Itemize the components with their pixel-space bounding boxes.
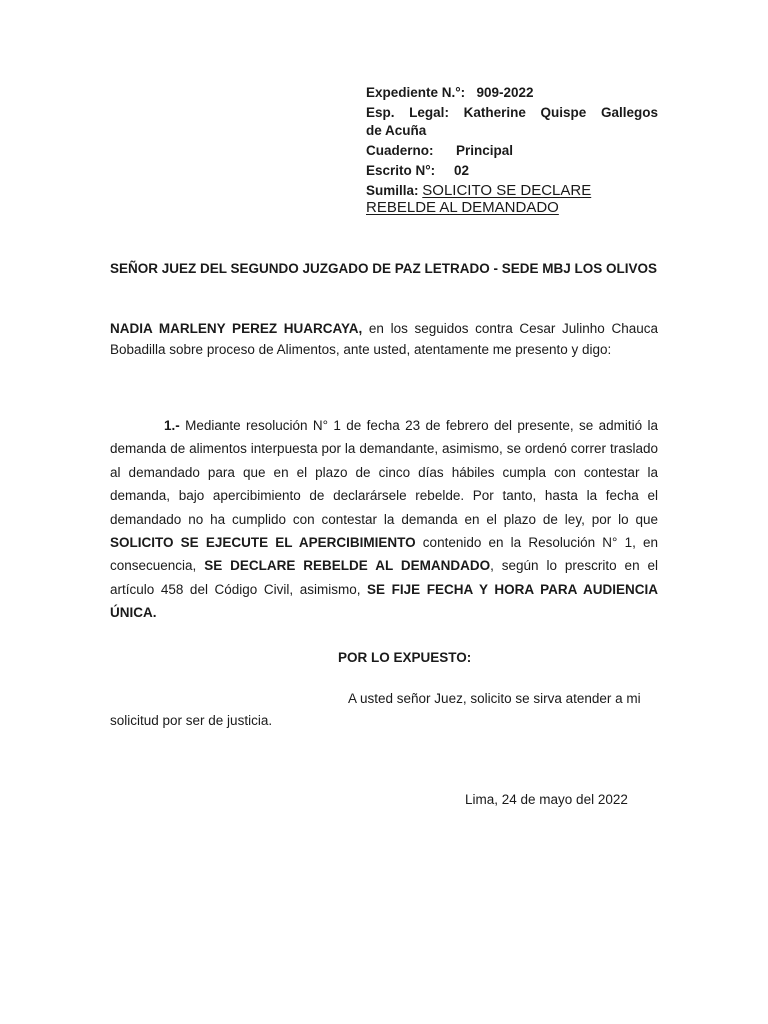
body-bold3: SE FIJE FECHA Y HORA PARA AUDIENCIA ÚNICA. [110,581,658,621]
esp-legal-line1 [366,104,658,122]
date-line: Lima, 24 de mayo del 2022 [465,792,628,807]
expediente-value: 909-2022 [476,85,534,100]
body-paragraph [110,414,658,625]
esp-legal-label: Esp. Legal: [366,105,449,120]
intro-text: en los seguidos contra Cesar Julinho Chauca Bobadilla sobre proceso de Alimentos, ante usted, atentamente me presento y digo: [110,321,658,357]
addressee: SEÑOR JUEZ DEL SEGUNDO JUZGADO DE PAZ LETRADO - SEDE MBJ LOS OLIVOS [110,261,658,276]
por-lo-expuesto: POR LO EXPUESTO: [338,650,472,665]
body-bold2: SE DECLARE REBELDE AL DEMANDADO [204,558,491,574]
petitioner-name: NADIA MARLENY PEREZ HUARCAYA, [110,321,363,336]
body-part1: Mediante resolución N° 1 de fecha 23 de febrero del presente, se admitió la demanda de alimentos interpuesta por la demandante, asimismo, se ordenó correr traslado al demandado para que en el plazo de cinco días hábiles cumpla con contestar la demanda, bajo apercibimiento de declarársele rebelde. Por tanto, hasta la fecha el demandado no ha cumplido con contestar la demanda en el plazo de ley, por lo que [110,418,658,527]
intro-paragraph [110,318,658,360]
body-part2: contenido en la Resolución N° 1, en consecuencia, [110,535,658,574]
closing-paragraph [110,688,658,732]
cuaderno-label: Cuaderno: [366,143,434,158]
esp-legal-part2: de Acuña [366,123,427,138]
closing-text: A usted señor Juez, solicito se sirva atender a mi solicitud por ser de justicia. [110,691,641,728]
cuaderno-value: Principal [456,143,514,158]
sumilla-label: Sumilla: [366,183,419,198]
escrito-value: 02 [453,163,469,178]
expediente-row [366,84,658,102]
sumilla-line1: SOLICITO SE DECLARE [422,182,592,199]
escrito-label: Escrito N°: [366,163,436,178]
expediente-label: Expediente N.°: [366,85,466,100]
body-part3: , según lo prescrito en el artículo 458 del Código Civil, asimismo, [110,558,658,597]
sumilla-line2: REBELDE AL DEMANDADO [366,199,559,216]
esp-legal-part1: Katherine Quispe Gallegos [463,105,658,120]
case-header [366,84,658,216]
body-bold1: SOLICITO SE EJECUTE EL APERCIBIMIENTO [110,535,416,551]
esp-legal-row [366,104,658,140]
sumilla-row [366,182,658,216]
cuaderno-row [366,142,658,160]
escrito-row [366,162,658,180]
paragraph-number: 1.- [164,418,180,433]
